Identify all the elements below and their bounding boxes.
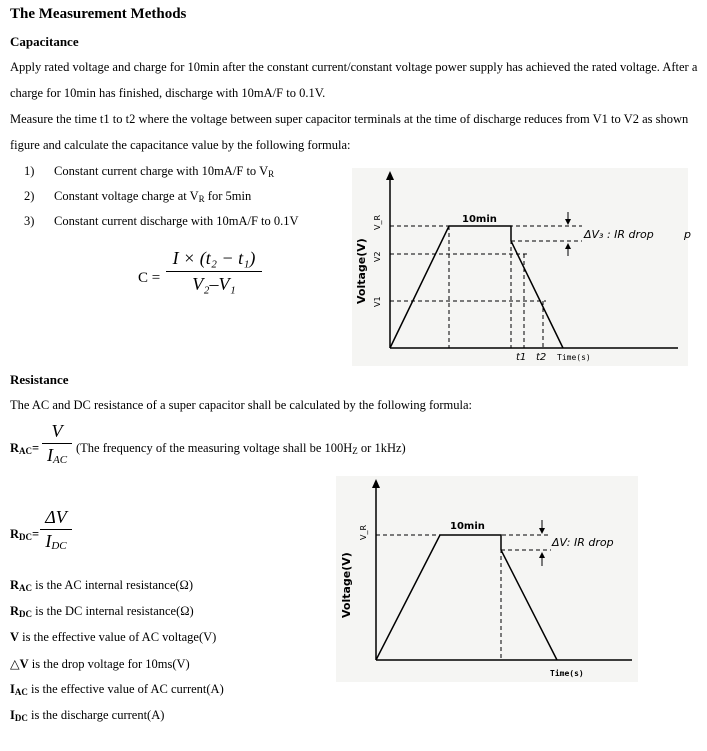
def-v bbox=[10, 630, 216, 645]
cap-formula-numerator: I × (t₂ − t₁) bbox=[172, 248, 256, 268]
rac-lhs-sub: AC bbox=[19, 446, 33, 456]
step-2-num: 2) bbox=[24, 189, 35, 203]
step-2-after: for 5min bbox=[204, 189, 252, 203]
rdc-lhs bbox=[10, 527, 39, 542]
def-rdc bbox=[10, 604, 194, 619]
def-idc-sub: DC bbox=[14, 713, 28, 723]
def-v-sym: V bbox=[10, 630, 20, 644]
step-3-num: 3) bbox=[24, 214, 35, 228]
cap-para2-line1: Measure the time t1 to t2 where the voltage between super capacitor terminals at the time of discharge reduces from V1 to V2 as shown bbox=[10, 112, 689, 126]
def-idc bbox=[10, 708, 164, 723]
step-1-sub: R bbox=[268, 169, 275, 179]
cap-y-tick-vr: V_R bbox=[373, 214, 382, 230]
cap-chart-bg bbox=[352, 168, 688, 366]
cap-x-tick-t1: t1 bbox=[516, 352, 527, 363]
def-rac-sym: R bbox=[10, 578, 20, 592]
res-top-label: 10min bbox=[450, 521, 485, 532]
rac-note-text: (The frequency of the measuring voltage shall be 100H bbox=[76, 441, 353, 455]
cap-drop-label: ΔV₃ : IR drop bbox=[584, 228, 654, 241]
cap-y-label: Voltage(V) bbox=[355, 238, 368, 304]
cap-formula-lhs: C = bbox=[138, 270, 161, 286]
cap-formula-denominator: V₂–V₁ bbox=[192, 274, 236, 294]
step-2-sub: R bbox=[198, 194, 205, 204]
res-y-tick-vr: V_R bbox=[359, 524, 368, 540]
rdc-bar bbox=[40, 529, 72, 530]
rac-note bbox=[76, 441, 406, 456]
rac-num: V bbox=[51, 421, 63, 441]
cap-x-label: Time(s) bbox=[557, 353, 591, 362]
cap-para1-line2: charge for 10min has finished, discharge with 10mA/F to 0.1V. bbox=[10, 86, 326, 100]
def-dv-text: is the drop voltage for 10ms(V) bbox=[28, 657, 190, 671]
rdc-eq: = bbox=[32, 527, 40, 541]
rdc-lhs-sym: R bbox=[10, 527, 20, 541]
def-iac-sub: AC bbox=[14, 687, 28, 697]
rac-den-sym: I bbox=[46, 445, 53, 465]
def-dv-sym: △V bbox=[10, 657, 29, 671]
def-rac-sub: AC bbox=[19, 583, 33, 593]
cap-formula-bar bbox=[166, 271, 262, 272]
capacitance-chart bbox=[352, 168, 697, 368]
def-rac bbox=[10, 578, 193, 593]
resistance-intro: The AC and DC resistance of a super capacitor shall be calculated by the following formula: bbox=[10, 398, 472, 412]
step-1-text: Constant current charge with 10mA/F to V bbox=[54, 164, 269, 178]
rdc-den bbox=[40, 531, 72, 552]
resistance-heading: Resistance bbox=[10, 372, 69, 387]
rac-fraction bbox=[42, 421, 72, 466]
cap-extra-label: p bbox=[684, 228, 691, 241]
step-2 bbox=[54, 189, 251, 204]
def-rdc-sym: R bbox=[10, 604, 20, 618]
def-rdc-text: is the DC internal resistance(Ω) bbox=[32, 604, 194, 618]
cap-formula bbox=[166, 248, 262, 295]
rdc-lhs-sub: DC bbox=[19, 532, 33, 542]
rac-note-end: or 1kHz) bbox=[357, 441, 406, 455]
res-drop-label: ΔV: IR drop bbox=[552, 536, 614, 549]
resistance-chart bbox=[336, 476, 640, 684]
def-rac-text: is the AC internal resistance(Ω) bbox=[32, 578, 194, 592]
cap-para2-line2: figure and calculate the capacitance value by the following formula: bbox=[10, 138, 351, 152]
cap-y-tick-v1: V1 bbox=[373, 296, 382, 307]
cap-top-label: 10min bbox=[462, 214, 497, 225]
cap-para1-line1: Apply rated voltage and charge for 10min after the constant current/constant voltage power supply has achieved the rated voltage. After a bbox=[10, 60, 698, 74]
def-iac-text: is the effective value of AC current(A) bbox=[27, 682, 224, 696]
rac-eq: = bbox=[32, 441, 40, 455]
cap-y-tick-v2: V2 bbox=[373, 251, 382, 262]
res-y-label: Voltage(V) bbox=[340, 552, 353, 618]
def-dv bbox=[10, 656, 190, 672]
rdc-den-sym: I bbox=[45, 531, 52, 551]
def-iac-sym: I bbox=[10, 682, 15, 696]
res-x-label: Time(s) bbox=[550, 669, 584, 678]
page-title: The Measurement Methods bbox=[10, 6, 187, 22]
rdc-den-sub: DC bbox=[51, 540, 67, 552]
step-1-num: 1) bbox=[24, 164, 35, 178]
rdc-num: ΔV bbox=[45, 507, 67, 527]
rac-lhs bbox=[10, 441, 39, 456]
def-idc-text: is the discharge current(A) bbox=[27, 708, 165, 722]
capacitance-heading: Capacitance bbox=[10, 34, 79, 49]
rac-bar bbox=[42, 443, 72, 444]
cap-x-tick-t2: t2 bbox=[536, 352, 547, 363]
def-iac bbox=[10, 682, 224, 697]
def-idc-sym: I bbox=[10, 708, 15, 722]
step-2-text: Constant voltage charge at V bbox=[54, 189, 199, 203]
rdc-fraction bbox=[40, 507, 72, 552]
rac-lhs-sym: R bbox=[10, 441, 20, 455]
rac-den-sub: AC bbox=[52, 454, 68, 466]
def-v-text: is the effective value of AC voltage(V) bbox=[19, 630, 217, 644]
def-rdc-sub: DC bbox=[19, 609, 33, 619]
step-3-text: Constant current discharge with 10mA/F to 0.1V bbox=[54, 214, 299, 228]
step-1 bbox=[54, 164, 274, 179]
rac-den bbox=[42, 445, 72, 466]
rac-note-sub: Z bbox=[352, 446, 358, 456]
